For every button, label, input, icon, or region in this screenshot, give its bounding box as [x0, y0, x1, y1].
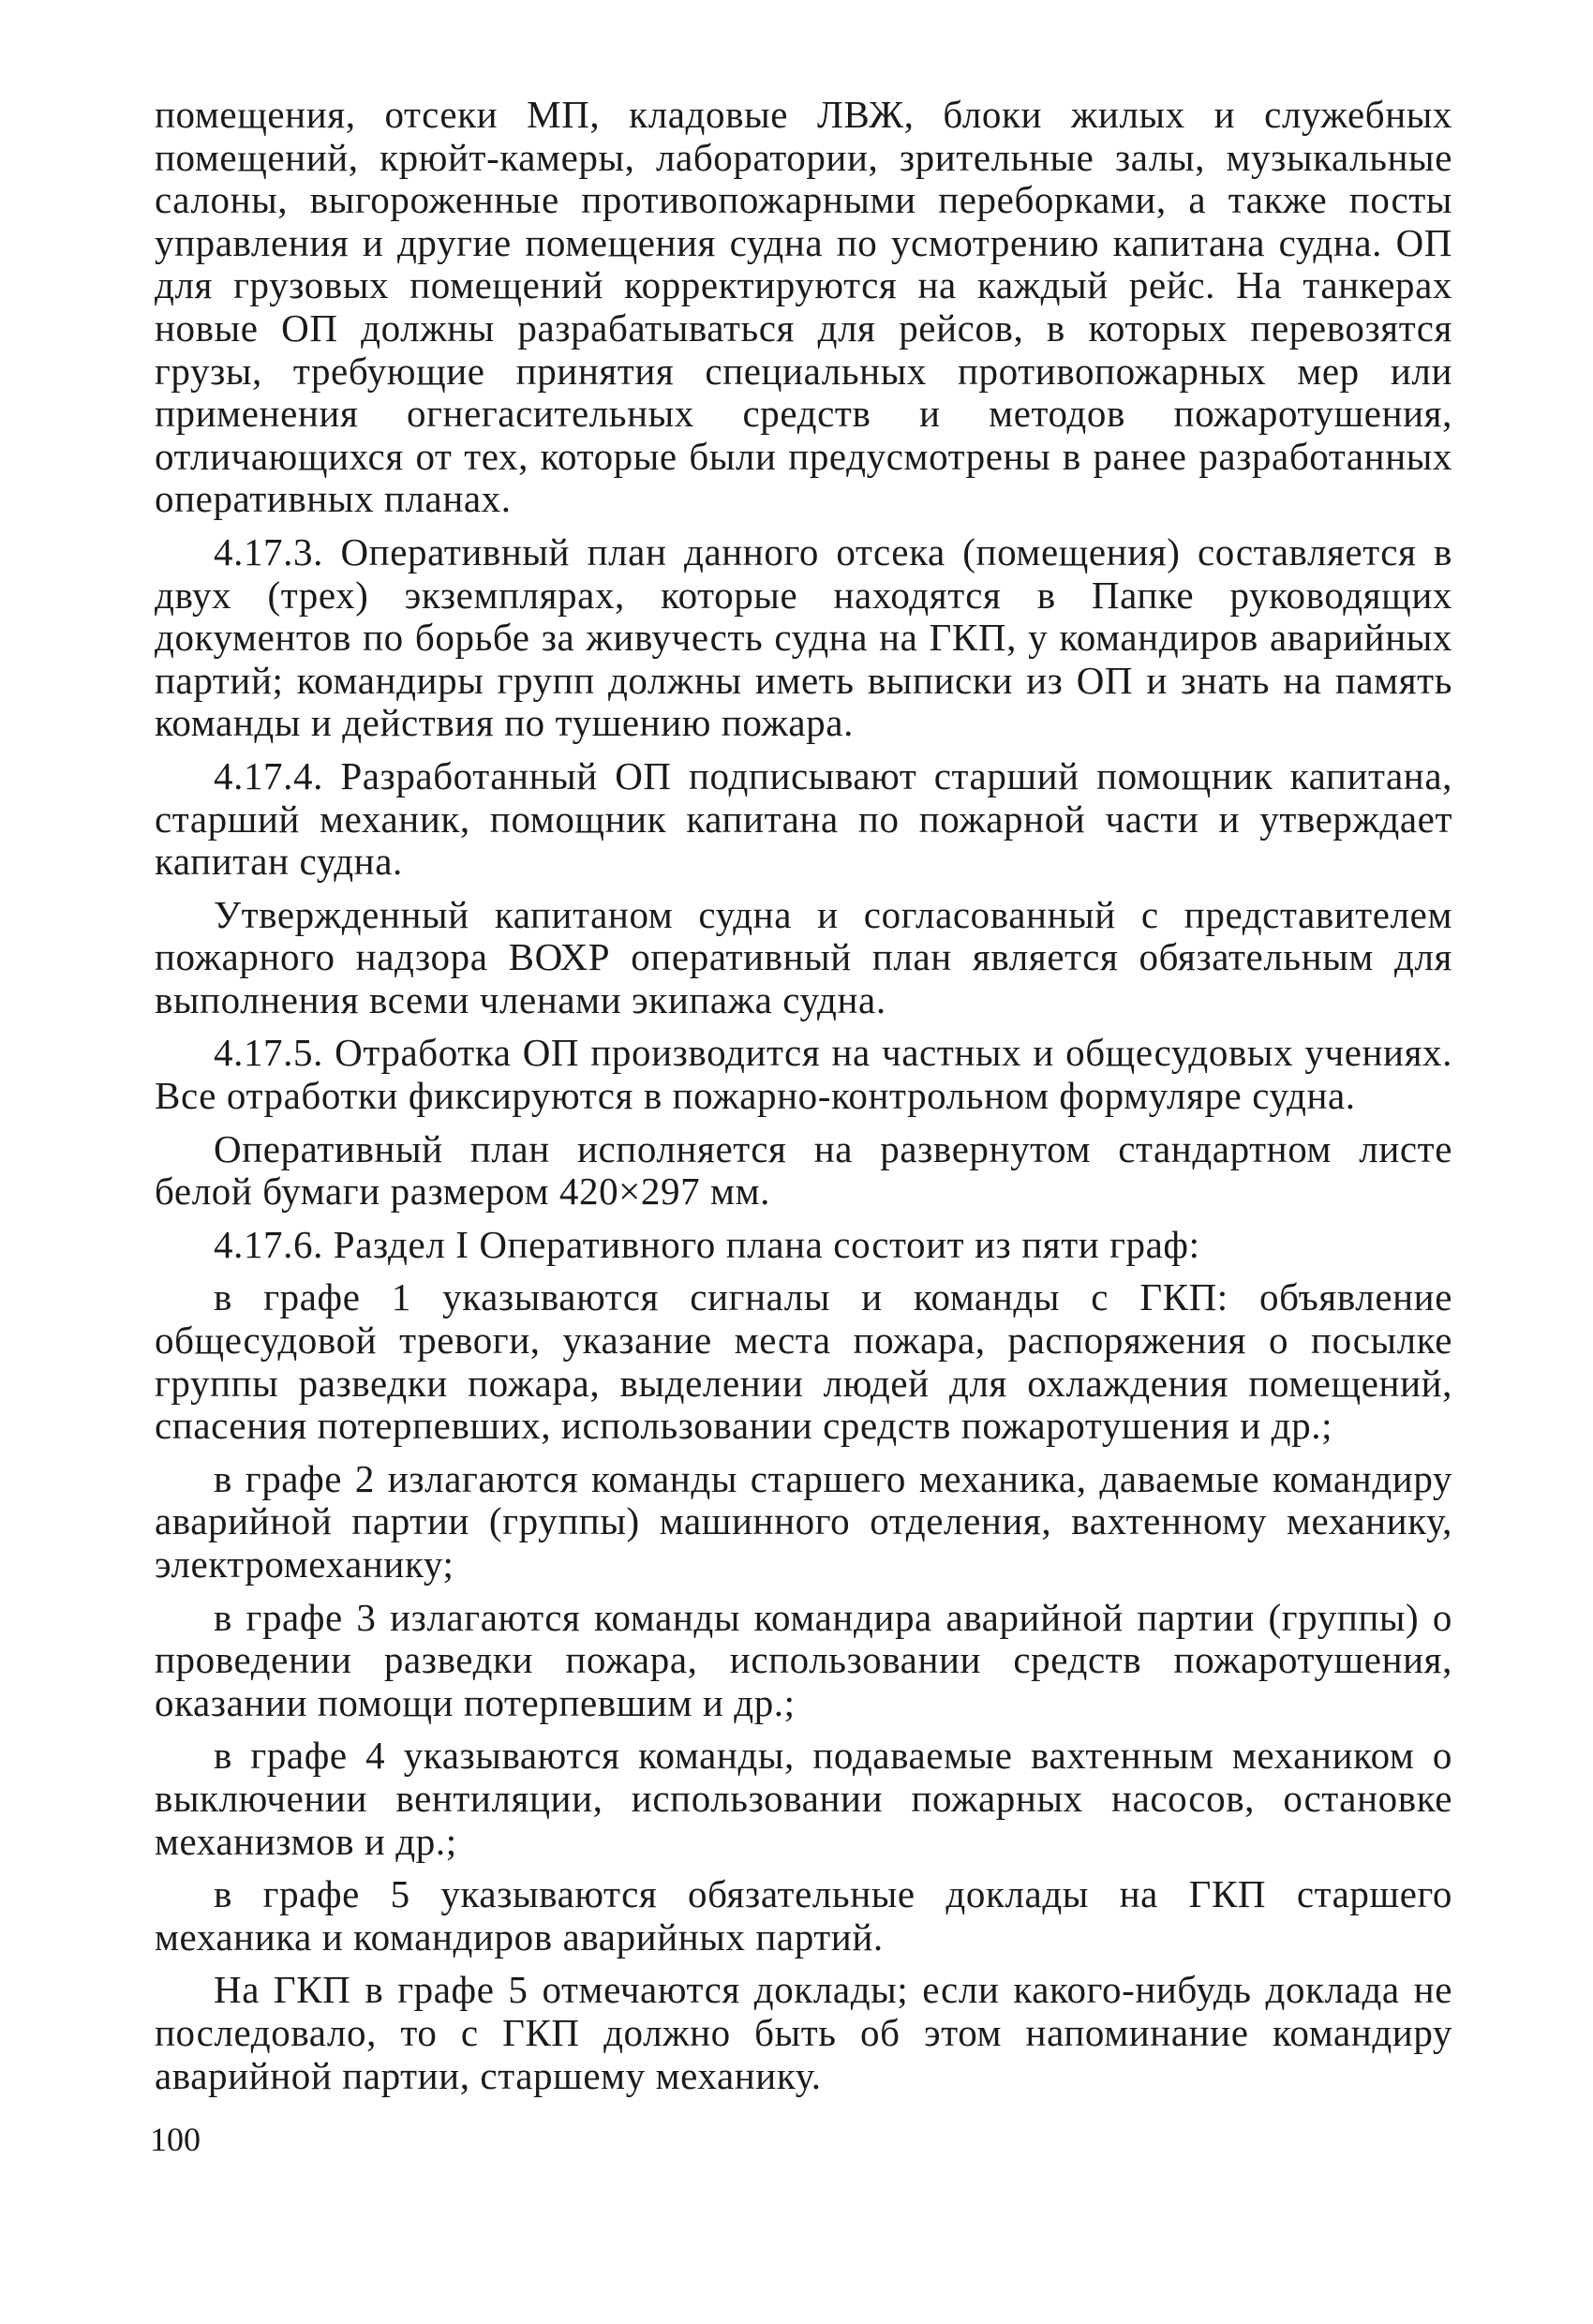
paragraph-column-2: в графе 2 излагаются команды старшего механика, даваемые командиру аварийной партии (группы) машинного отделения, вахтенному механику, электромеханику;	[155, 1456, 1452, 1586]
paragraph-4-17-3: 4.17.3. Оперативный план данного отсека (помещения) составляется в двух (трех) экземплярах, которые находятся в Папке руководящих документов по борьбе за живучесть судна на ГКП, у командиров аварийных партий; командиры групп должны иметь выписки из ОП и знать на память команды и действия по тушению пожара.	[155, 529, 1452, 745]
paragraph-continued: помещения, отсеки МП, кладовые ЛВЖ, блоки жилых и служебных помещений, крюйт-камеры, лаборатории, зрительные залы, музыкальные салоны, выгороженные противопожарными переборками, а также посты управления и другие помещения судна по усмотрению капитана судна. ОП для грузовых помещений корректируются на каждый рейс. На танкерах новые ОП должны разрабатываться для рейсов, в которых перевозятся грузы, требующие принятия специальных противопожарных мер или применения огнегасительных средств и методов пожаротушения, отличающихся от тех, которые были предусмотрены в ранее разработанных оперативных планах.	[155, 93, 1452, 521]
paragraph-column-4: в графе 4 указываются команды, подаваемые вахтенным механиком о выключении вентиляции, использовании пожарных насосов, остановке механизмов и др.;	[155, 1734, 1452, 1863]
page-number: 100	[150, 2121, 201, 2158]
paragraph-4-17-6: 4.17.6. Раздел I Оперативного плана состоит из пяти граф:	[214, 1222, 1200, 1266]
paragraph-approval: Утвержденный капитаном судна и согласованный с представителем пожарного надзора ВОХР оперативный план является обязательным для выполнения всеми членами экипажа судна.	[155, 892, 1452, 1021]
paragraph-sheet-format: Оперативный план исполняется на развернутом стандартном листе белой бумаги размером 420×297 мм.	[155, 1126, 1452, 1214]
paragraph-reports: На ГКП в графе 5 отмечаются доклады; если какого-нибудь доклада не последовало, то с ГКП должно быть об этом напоминание командиру аварийной партии, старшему механику.	[155, 1968, 1452, 2097]
paragraph-4-17-5: 4.17.5. Отработка ОП производится на частных и общесудовых учениях. Все отработки фиксируются в пожарно-контрольном формуляре судна.	[155, 1031, 1452, 1118]
paragraph-4-17-4: 4.17.4. Разработанный ОП подписывают старший помощник капитана, старший механик, помощник капитана по пожарной части и утверждает капитан судна.	[155, 753, 1452, 884]
paragraph-column-3: в графе 3 излагаются команды командира аварийной партии (группы) о проведении разведки пожара, использовании средств пожаротушения, оказании помощи потерпевшим и др.;	[155, 1595, 1452, 1724]
paragraph-column-5: в графе 5 указываются обязательные доклады на ГКП старшего механика и командиров аварийных партий.	[155, 1872, 1452, 1959]
page-body	[155, 94, 1452, 2108]
paragraph-column-1: в графе 1 указываются сигналы и команды с ГКП: объявление общесудовой тревоги, указание места пожара, распоряжения о посылке группы разведки пожара, выделении людей для охлаждения помещений, спасения потерпевших, использовании средств пожаротушения и др.;	[155, 1275, 1452, 1448]
